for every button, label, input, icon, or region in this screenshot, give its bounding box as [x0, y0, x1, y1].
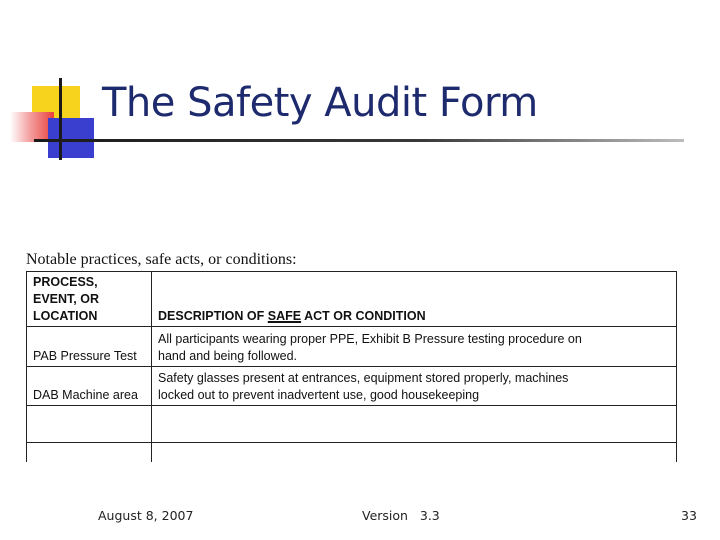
- description-line: All participants wearing proper PPE, Exhibit B Pressure testing procedure on: [158, 332, 582, 346]
- header-description-cell: [152, 272, 677, 327]
- description-cell: [152, 327, 677, 367]
- footer-date: August 8, 2007: [98, 508, 194, 523]
- table-row-empty: [27, 443, 677, 462]
- location-cell: PAB Pressure Test: [27, 327, 152, 367]
- table-row: [27, 367, 677, 406]
- footer-version: Version 3.3: [362, 508, 440, 523]
- description-cell: [152, 367, 677, 406]
- description-cell-empty: [152, 406, 677, 443]
- description-line: locked out to prevent inadvertent use, good housekeeping: [158, 388, 480, 402]
- logo-blue-square: [48, 118, 94, 158]
- description-cell-empty: [152, 443, 677, 462]
- header-location-line: EVENT, OR: [33, 292, 99, 306]
- description-line: Safety glasses present at entrances, equipment stored properly, machines: [158, 371, 569, 385]
- header-location-line: PROCESS,: [33, 275, 98, 289]
- location-cell-empty: [27, 443, 152, 462]
- footer-page-number: 33: [681, 508, 697, 523]
- header-description-prefix: DESCRIPTION OF: [158, 309, 268, 323]
- table-header-row: [27, 272, 677, 327]
- table-row-empty: [27, 406, 677, 443]
- logo-vertical-line: [59, 78, 62, 160]
- title-underline: [34, 139, 684, 142]
- safety-audit-table: [26, 271, 677, 462]
- description-line: hand and being followed.: [158, 349, 298, 363]
- location-cell-empty: [27, 406, 152, 443]
- location-cell: DAB Machine area: [27, 367, 152, 406]
- header-location-line: LOCATION: [33, 309, 98, 323]
- header-location-cell: [27, 272, 152, 327]
- header-description-suffix: ACT OR CONDITION: [301, 309, 426, 323]
- slide-logo-decoration: [0, 0, 110, 170]
- table-row: [27, 327, 677, 367]
- form-caption: Notable practices, safe acts, or conditions:: [26, 251, 297, 268]
- slide-title: The Safety Audit Form: [102, 80, 538, 126]
- header-description-underlined: SAFE: [267, 309, 302, 323]
